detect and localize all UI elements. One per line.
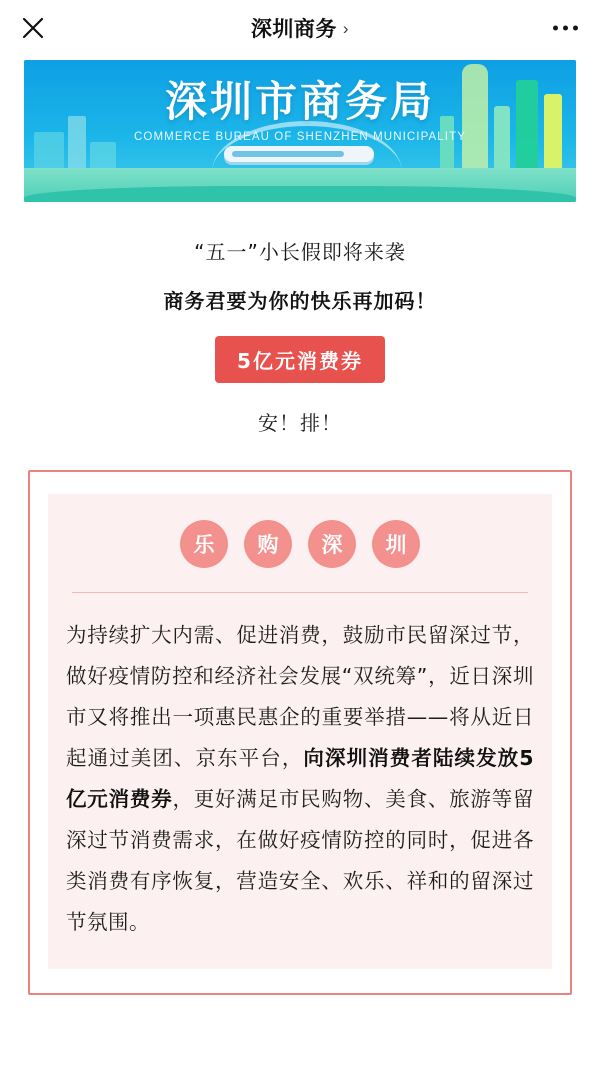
more-dot: [553, 26, 558, 31]
article-card: [28, 470, 572, 995]
chip-item: 深: [308, 520, 356, 568]
divider: [72, 592, 528, 593]
intro-section: [0, 202, 600, 436]
more-dot: [563, 26, 568, 31]
paragraph-part-1: 为持续扩大内需、促进消费，鼓励市民留深过节，做好疫情防控和经济社会发展“双统筹”，近日深圳市又将推出一项惠民惠企的重要举措——将从近日起通过美团、京东平台，: [66, 623, 534, 770]
banner-title-cn: 深圳市商务局: [164, 77, 435, 126]
article-paragraph: [66, 615, 534, 943]
article-card-inner: [48, 494, 552, 969]
intro-line-3: 安！排！: [258, 411, 342, 435]
banner-text-block: [24, 60, 576, 143]
page-title-text: 深圳商务: [250, 18, 337, 41]
chevron-right-icon: ›: [342, 18, 350, 38]
train-icon: [224, 146, 374, 162]
intro-line-2: 商务君要为你的快乐再加码！: [163, 289, 437, 313]
intro-line-1: “五一”小长假即将来袭: [194, 240, 406, 264]
paragraph-part-2: ，更好满足市民购物、美食、旅游等留深过节消费需求，在做好疫情防控的同时，促进各类消费有序恢复，营造安全、欢乐、祥和的留深过节氛围。: [66, 787, 535, 934]
chip-item: 乐: [180, 520, 228, 568]
chip-item: 圳: [372, 520, 420, 568]
paragraph-highlight: 向深圳消费者陆续发放5亿元消费券: [66, 746, 535, 811]
coupon-amount-badge: 5亿元消费券: [215, 336, 385, 383]
page-title[interactable]: [251, 13, 349, 43]
chip-item: 购: [244, 520, 292, 568]
close-icon[interactable]: [18, 13, 48, 43]
chip-row: [66, 520, 534, 568]
banner-decoration: [24, 186, 576, 202]
header-banner: [24, 60, 576, 202]
more-options-icon[interactable]: [551, 20, 580, 37]
more-dot: [573, 26, 578, 31]
top-navigation-bar: [0, 0, 600, 56]
banner-title-en: COMMERCE BUREAU OF SHENZHEN MUNICIPALITY: [134, 131, 466, 144]
